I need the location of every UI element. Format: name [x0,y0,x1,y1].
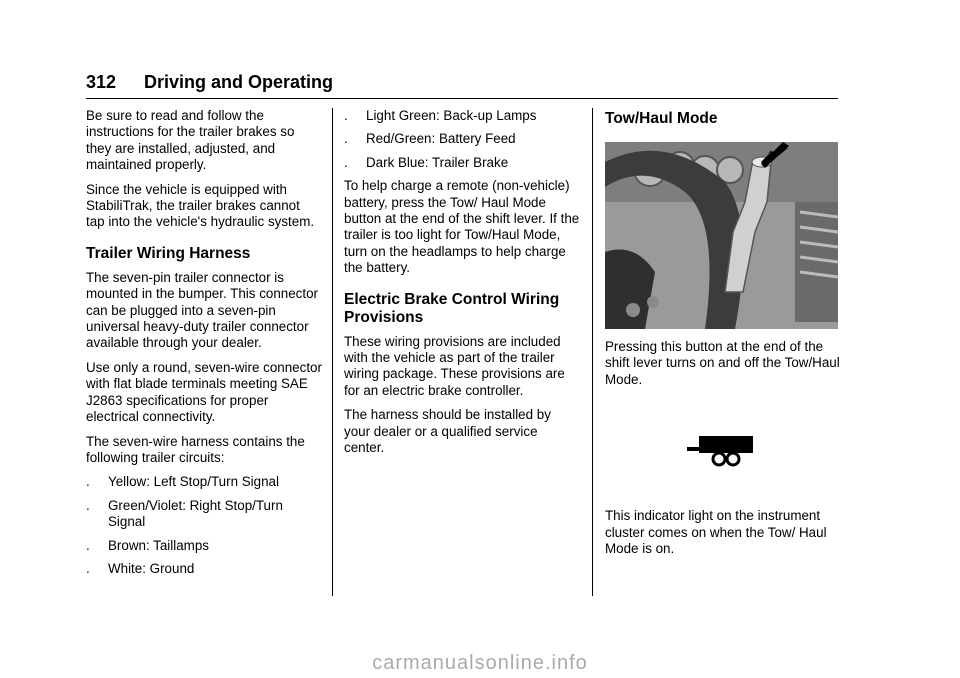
list-item [86,474,322,490]
list-item [86,538,322,554]
bullet: . [344,108,348,123]
list-item [86,561,322,577]
paragraph: The seven-wire harness contains the following trailer circuits: [86,433,305,465]
bullet: . [86,497,90,513]
list-item-text: Dark Blue: Trailer Brake [366,154,509,170]
list-item [86,498,322,531]
column-left [86,108,322,584]
paragraph: Since the vehicle is equipped with StabiliTrak, the trailer brakes cannot tap into the vehicle's hydraulic system. [86,181,315,230]
column-middle [344,108,580,465]
bullet: . [344,131,348,147]
bullet: . [86,537,90,553]
page-header [86,70,838,99]
list-item [344,155,580,171]
paragraph: These wiring provisions are included with the vehicle as part of the trailer wiring package. These provisions are for an electric brake controller. [344,333,565,398]
list-item-text: Green/Violet: Right Stop/Turn Signal [108,497,283,530]
list-item-text: Yellow: Left Stop/Turn Signal [108,474,279,490]
paragraph: To help charge a remote (non-vehicle) battery, press the Tow/ Haul Mode button at the end of the shift lever. If the trailer is too light for Tow/Haul Mode, turn on the headlamps to help charge the battery. [344,178,580,276]
page-number: 312 [86,72,117,92]
heading-tow-haul-mode: Tow/Haul Mode [605,110,718,127]
column-right [605,108,840,565]
heading-trailer-wiring-harness: Trailer Wiring Harness [86,244,251,262]
heading-electric-brake-control: Electric Brake Control Wiring Provisions [344,290,560,326]
paragraph: The harness should be installed by your dealer or a qualified service center. [344,407,551,456]
bullet: . [344,154,348,170]
list-item-text: Light Green: Back-up Lamps [366,108,537,123]
list-item-text: White: Ground [108,560,195,576]
list-item [344,108,580,124]
section-title: Driving and Operating [144,72,334,92]
bullet: . [86,474,90,490]
list-item-text: Red/Green: Battery Feed [366,131,516,147]
paragraph: The seven-pin trailer connector is mounted in the bumper. This connector can be plugged into a seven-pin universal heavy-duty trailer connector available through your dealer. [86,269,318,351]
column-divider [332,108,333,596]
paragraph: Use only a round, seven-wire connector with flat blade terminals meeting SAE J2863 specifications for proper electrical connectivity. [86,359,322,425]
paragraph: Be sure to read and follow the instructions for the trailer brakes so they are installed, adjusted, and maintained properly. [86,108,295,173]
shift-lever-photo [605,142,838,329]
paragraph: Pressing this button at the end of the shift lever turns on and off the Tow/Haul Mode. [605,339,840,387]
list-item-text: Brown: Taillamps [108,537,209,553]
tow-haul-indicator-icon [687,436,753,468]
circuit-list-continued [344,108,580,171]
circuit-list [86,474,322,577]
column-divider [592,108,593,596]
bullet: . [86,560,90,576]
list-item [344,131,580,147]
watermark: carmanualsonline.info [372,652,588,674]
paragraph: This indicator light on the instrument cluster comes on when the Tow/ Haul Mode is on. [605,508,827,557]
